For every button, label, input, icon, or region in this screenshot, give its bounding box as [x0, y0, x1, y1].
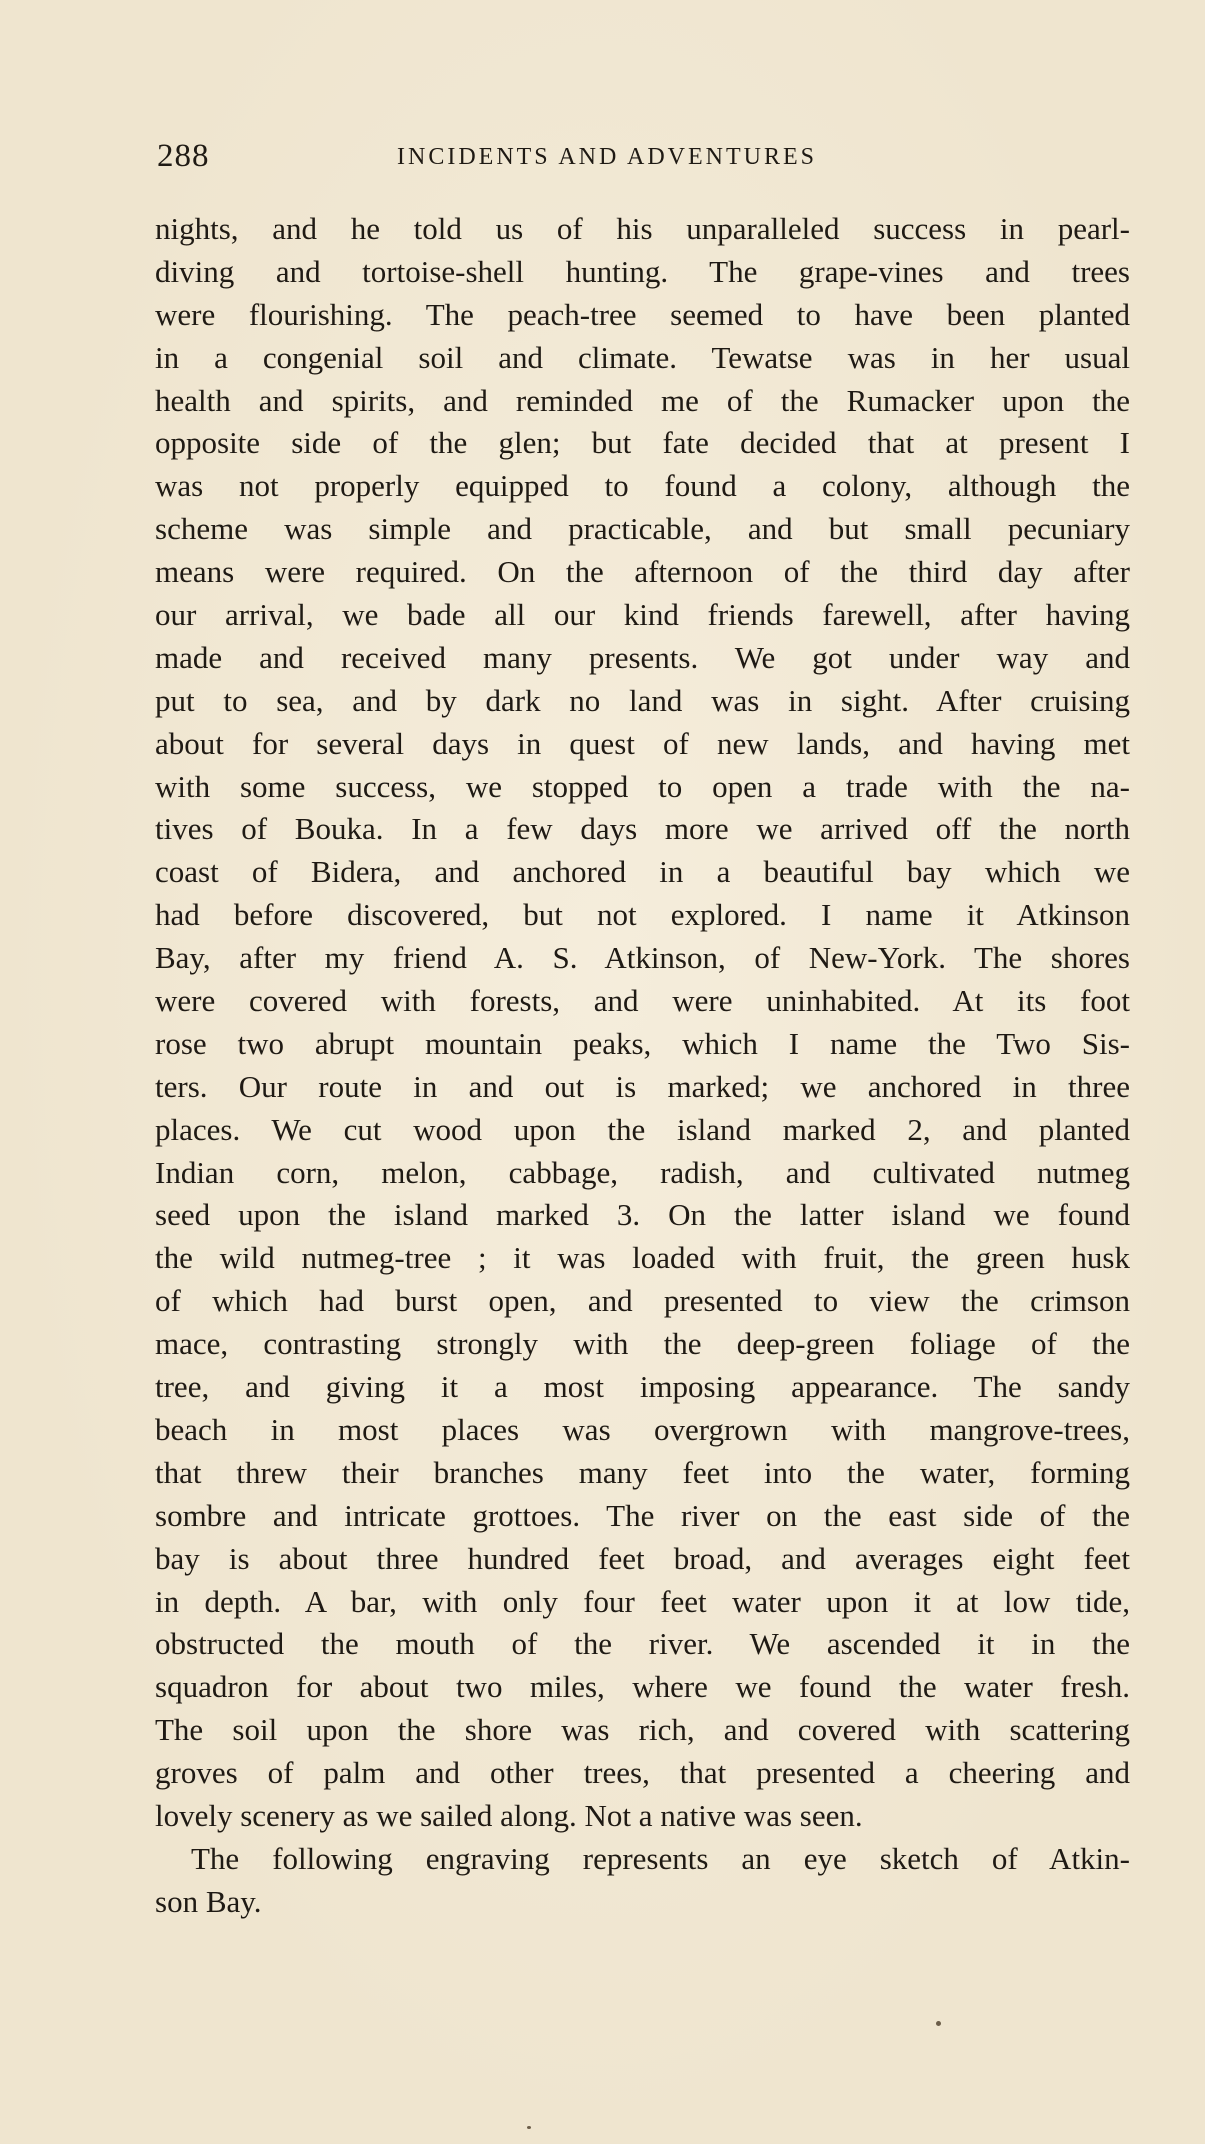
text-line: seed upon the island marked 3. On the latter island we found	[155, 1197, 1130, 1233]
paper-speck	[936, 2021, 941, 2026]
text-line: were flourishing. The peach-tree seemed to have been planted	[155, 296, 1130, 332]
text-line: groves of palm and other trees, that presented a cheering and	[155, 1755, 1130, 1791]
text-line: coast of Bidera, and anchored in a beautiful bay which we	[155, 854, 1130, 890]
text-line: The following engraving represents an eye sketch of Atkin-	[191, 1840, 1130, 1876]
text-line: was not properly equipped to found a colony, although the	[155, 468, 1130, 504]
text-line: nights, and he told us of his unparalleled success in pearl-	[155, 211, 1130, 246]
text-line: Bay, after my friend A. S. Atkinson, of New-York. The shores	[155, 940, 1130, 976]
text-line: in a congenial soil and climate. Tewatse was in her usual	[155, 339, 1130, 375]
page-number: 288	[157, 138, 210, 174]
text-line: places. We cut wood upon the island marked 2, and planted	[155, 1111, 1130, 1147]
text-line: in depth. A bar, with only four feet water upon it at low tide,	[155, 1583, 1130, 1619]
text-line: our arrival, we bade all our kind friends farewell, after having	[155, 597, 1130, 633]
text-line: with some success, we stopped to open a trade with the na-	[155, 768, 1130, 804]
text-line: lovely scenery as we sailed along. Not a native was seen.	[155, 1797, 863, 1833]
text-line: about for several days in quest of new lands, and having met	[155, 725, 1130, 761]
text-line: put to sea, and by dark no land was in sight. After cruising	[155, 682, 1130, 718]
paper-speck	[527, 2126, 531, 2129]
text-line: health and spirits, and reminded me of the Rumacker upon the	[155, 382, 1130, 418]
text-line: mace, contrasting strongly with the deep-green foliage of the	[155, 1326, 1130, 1362]
text-line: had before discovered, but not explored. I name it Atkinson	[155, 897, 1130, 933]
text-line: tree, and giving it a most imposing appearance. The sandy	[155, 1369, 1130, 1405]
text-line: obstructed the mouth of the river. We ascended it in the	[155, 1626, 1130, 1662]
text-line: that threw their branches many feet into the water, forming	[155, 1454, 1130, 1490]
paragraph-1	[155, 208, 1130, 1838]
paragraph-2	[155, 1838, 1130, 1924]
page-header	[157, 138, 1057, 178]
text-line: ters. Our route in and out is marked; we anchored in three	[155, 1068, 1130, 1104]
text-line: son Bay.	[155, 1883, 262, 1919]
text-line: means were required. On the afternoon of the third day after	[155, 554, 1130, 590]
running-head: INCIDENTS AND ADVENTURES	[397, 144, 817, 170]
text-line: squadron for about two miles, where we found the water fresh.	[155, 1669, 1130, 1705]
text-line: sombre and intricate grottoes. The river on the east side of the	[155, 1497, 1130, 1533]
text-line: scheme was simple and practicable, and but small pecuniary	[155, 511, 1130, 547]
text-line: diving and tortoise-shell hunting. The grape-vines and trees	[155, 253, 1130, 289]
text-line: rose two abrupt mountain peaks, which I name the Two Sis-	[155, 1025, 1130, 1061]
text-line: made and received many presents. We got under way and	[155, 639, 1130, 675]
text-line: bay is about three hundred feet broad, and averages eight feet	[155, 1540, 1130, 1576]
text-line: of which had burst open, and presented to view the crimson	[155, 1283, 1130, 1319]
text-line: the wild nutmeg-tree ; it was loaded with fruit, the green husk	[155, 1240, 1130, 1276]
text-line: Indian corn, melon, cabbage, radish, and cultivated nutmeg	[155, 1154, 1130, 1190]
text-line: opposite side of the glen; but fate decided that at present I	[155, 425, 1130, 461]
text-line: The soil upon the shore was rich, and covered with scattering	[155, 1712, 1130, 1748]
body-text	[155, 208, 1130, 1924]
text-line: were covered with forests, and were uninhabited. At its foot	[155, 983, 1130, 1019]
text-line: tives of Bouka. In a few days more we arrived off the north	[155, 811, 1130, 847]
text-line: beach in most places was overgrown with mangrove-trees,	[155, 1411, 1130, 1447]
